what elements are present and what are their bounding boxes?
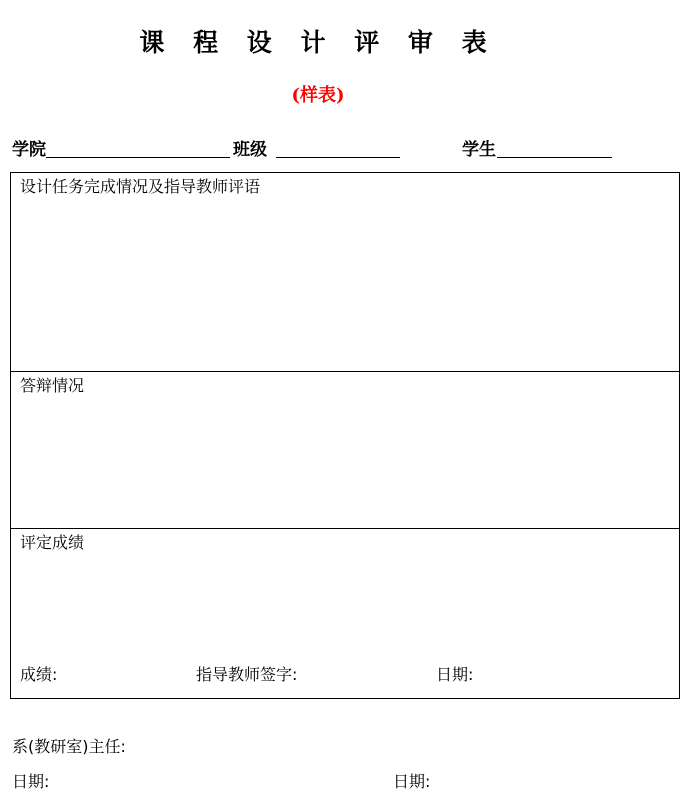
defense-section[interactable] [11, 372, 679, 529]
class-blank-line[interactable] [276, 157, 400, 158]
task-review-section[interactable] [11, 173, 679, 372]
defense-label: 答辩情况 [20, 376, 85, 395]
page-title: 课 程 设 计 评 审 表 [139, 28, 497, 57]
grading-date-label: 日期: [436, 665, 474, 684]
footer-date-right-label: 日期: [393, 772, 431, 791]
college-blank-line[interactable] [46, 157, 230, 158]
grading-label: 评定成绩 [20, 533, 85, 552]
class-label: 班级 [233, 140, 267, 160]
advisor-signature-label: 指导教师签字: [196, 665, 298, 684]
footer-date-left-label: 日期: [12, 772, 50, 791]
task-review-label: 设计任务完成情况及指导教师评语 [20, 177, 261, 196]
student-label: 学生 [462, 140, 496, 160]
student-blank-line[interactable] [497, 157, 612, 158]
review-table [10, 172, 680, 699]
student-info-row [12, 138, 692, 162]
grading-section[interactable] [11, 529, 679, 698]
college-label: 学院 [12, 140, 46, 160]
sample-subtitle: (样表) [291, 85, 345, 106]
dept-head-label: 系(教研室)主任: [12, 737, 126, 756]
score-label: 成绩: [20, 665, 58, 684]
